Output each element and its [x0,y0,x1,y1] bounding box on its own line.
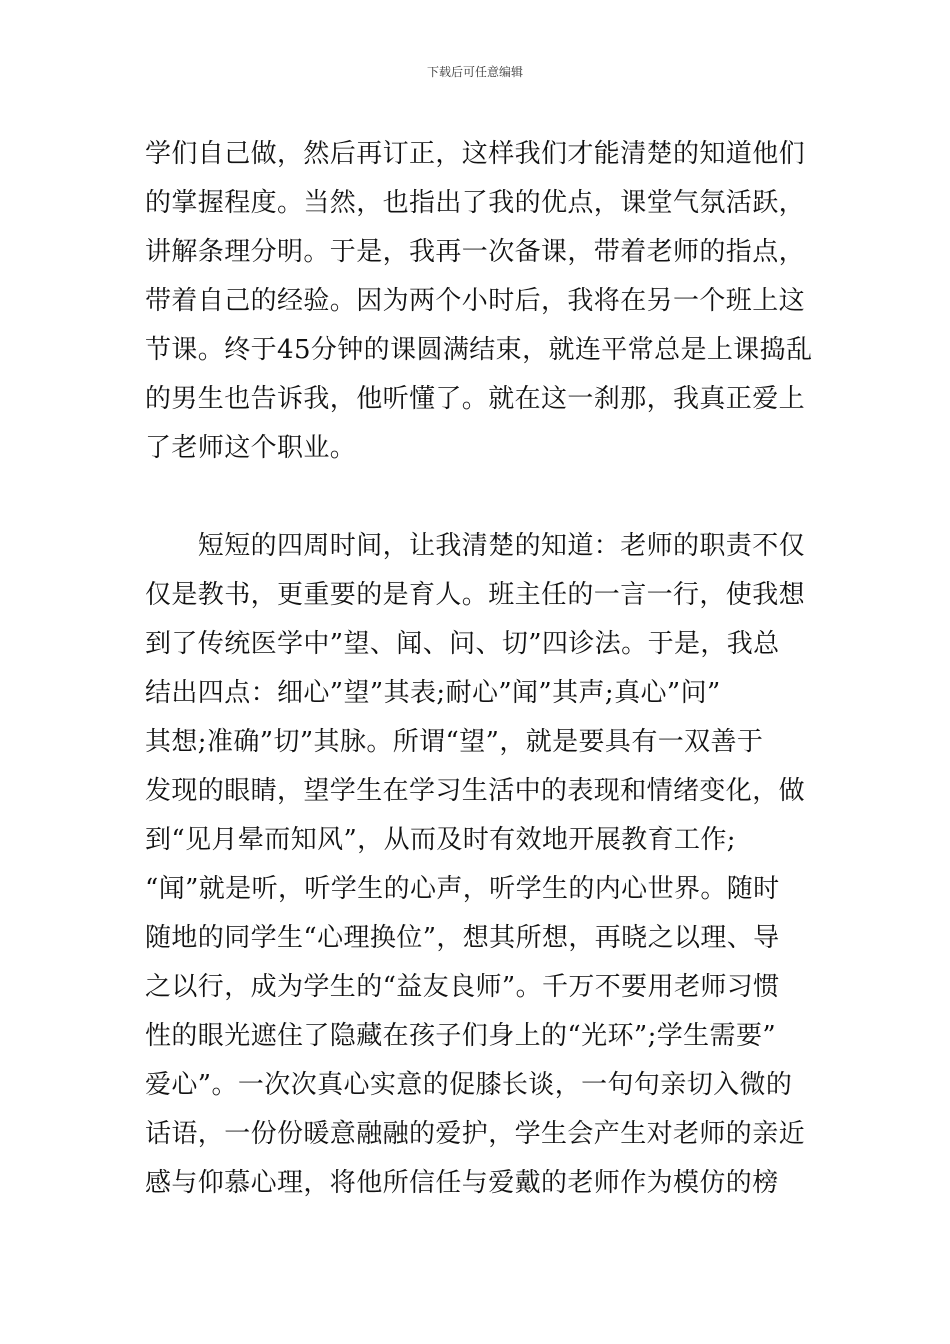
text-line: 讲解条理分明。于是，我再一次备课，带着老师的指点， [145,237,806,267]
text-line: 随地的同学生“心理换位”，想其所想，再晓之以理、导 [145,923,780,953]
text-line: 的男生也告诉我，他听懂了。就在这一刹那，我真正爱上 [145,384,806,414]
text-line: 到了传统医学中”望、闻、问、切”四诊法。于是，我总 [145,629,780,659]
text-line: 爱心”。一次次真心实意的促膝长谈，一句句亲切入微的 [145,1070,793,1100]
text-line: 仅是教书，更重要的是育人。班主任的一言一行，使我想 [145,580,806,610]
text-line: 节课。终于45分钟的课圆满结束，就连平常总是上课捣乱 [145,335,813,365]
text-line: 的掌握程度。当然，也指出了我的优点，课堂气氛活跃， [145,188,806,218]
text-line: 话语，一份份暖意融融的爱护，学生会产生对老师的亲近 [145,1119,806,1149]
text-line: 性的眼光遮住了隐藏在孩子们身上的“光环”;学生需要” [145,1021,777,1051]
text-line: “闻”就是听，听学生的心声，听学生的内心世界。随时 [145,874,780,904]
text-line: 带着自己的经验。因为两个小时后，我将在另一个班上这 [145,286,806,316]
text-line: 短短的四周时间，让我清楚的知道：老师的职责不仅 [145,531,806,561]
text-line: 其想;准确”切”其脉。所谓“望”，就是要具有一双善于 [145,727,764,757]
text-line: 感与仰慕心理，将他所信任与爱戴的老师作为模仿的榜 [145,1168,779,1198]
text-line: 结出四点：细心”望”其表;耐心”闻”其声;真心”问” [145,678,721,708]
page-header: 下载后可任意编辑 [426,65,523,79]
text-line: 发现的眼睛，望学生在学习生活中的表现和情绪变化，做 [145,776,806,806]
text-line: 到“见月晕而知风”，从而及时有效地开展教育工作; [145,825,736,855]
text-line: 之以行，成为学生的“益友良师”。千万不要用老师习惯 [145,972,780,1002]
document-body [145,130,813,1208]
paragraph-gap [145,473,805,522]
text-line: 了老师这个职业。 [145,433,357,463]
text-line: 学们自己做，然后再订正，这样我们才能清楚的知道他们 [145,139,806,169]
